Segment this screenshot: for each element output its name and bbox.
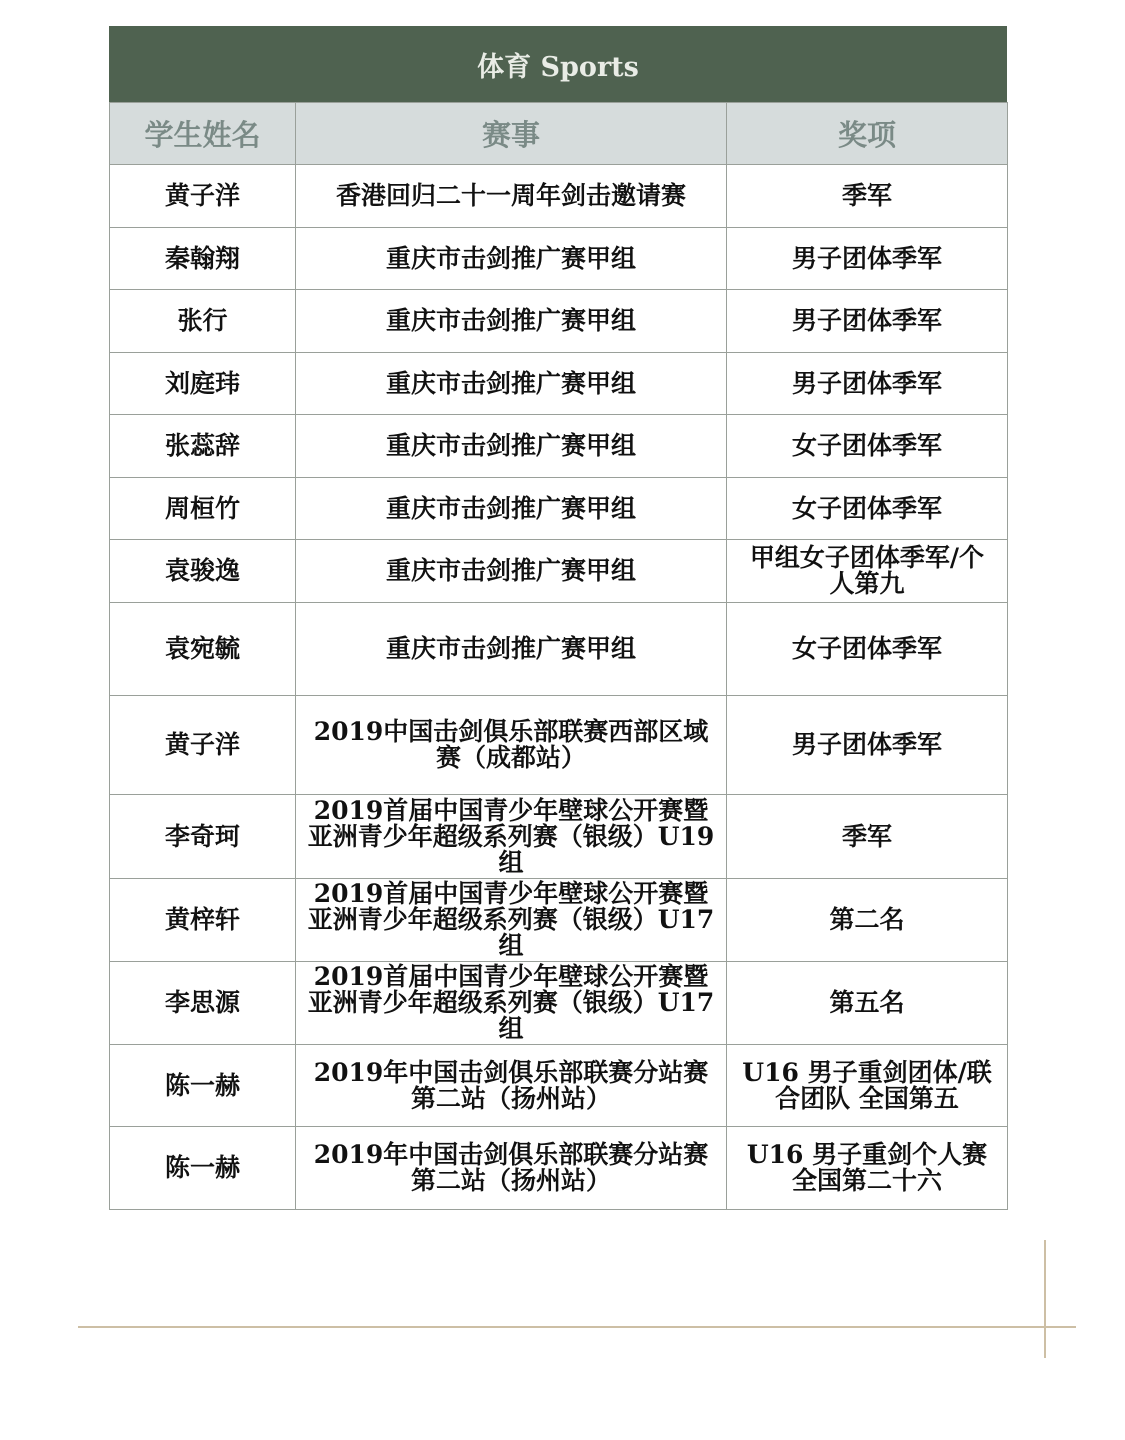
event-name: 2019首届中国青少年壁球公开赛暨亚洲青少年超级系列赛（银级）U19组 <box>296 795 727 879</box>
student-name: 黄梓轩 <box>110 879 296 962</box>
student-name: 李思源 <box>110 962 296 1045</box>
award: 男子团体季军 <box>727 696 1008 795</box>
event-name: 重庆市击剑推广赛甲组 <box>296 415 727 478</box>
student-name: 秦翰翔 <box>110 228 296 290</box>
table-row <box>110 603 1008 696</box>
event-name: 2019年中国击剑俱乐部联赛分站赛第二站（扬州站） <box>296 1127 727 1210</box>
event-name: 2019中国击剑俱乐部联赛西部区域赛（成都站） <box>296 696 727 795</box>
award: 女子团体季军 <box>727 478 1008 540</box>
column-header-student-name: 学生姓名 <box>110 103 296 165</box>
student-name: 周桓竹 <box>110 478 296 540</box>
student-name: 陈一赫 <box>110 1045 296 1127</box>
event-name: 香港回归二十一周年剑击邀请赛 <box>296 165 727 228</box>
award: U16 男子重剑个人赛全国第二十六 <box>727 1127 1008 1210</box>
event-name: 重庆市击剑推广赛甲组 <box>296 353 727 415</box>
event-name: 重庆市击剑推广赛甲组 <box>296 478 727 540</box>
table-row <box>110 962 1008 1045</box>
table-row <box>110 228 1008 290</box>
table-row <box>110 165 1008 228</box>
event-name: 重庆市击剑推广赛甲组 <box>296 540 727 603</box>
table-row <box>110 478 1008 540</box>
student-name: 陈一赫 <box>110 1127 296 1210</box>
award: 女子团体季军 <box>727 603 1008 696</box>
table-row <box>110 1045 1008 1127</box>
table-row <box>110 415 1008 478</box>
event-name: 重庆市击剑推广赛甲组 <box>296 228 727 290</box>
student-name: 袁骏逸 <box>110 540 296 603</box>
student-name: 黄子洋 <box>110 165 296 228</box>
student-name: 张蕊辞 <box>110 415 296 478</box>
award: 女子团体季军 <box>727 415 1008 478</box>
column-header-award: 奖项 <box>727 103 1008 165</box>
award: U16 男子重剑团体/联合团队 全国第五 <box>727 1045 1008 1127</box>
event-name: 重庆市击剑推广赛甲组 <box>296 603 727 696</box>
table-row <box>110 540 1008 603</box>
awards-table <box>109 102 1008 1210</box>
event-name: 2019首届中国青少年壁球公开赛暨亚洲青少年超级系列赛（银级）U17组 <box>296 962 727 1045</box>
student-name: 黄子洋 <box>110 696 296 795</box>
award: 季军 <box>727 165 1008 228</box>
table-row <box>110 290 1008 353</box>
award: 季军 <box>727 795 1008 879</box>
sports-awards-sheet <box>109 26 1007 1210</box>
table-row <box>110 795 1008 879</box>
award: 第五名 <box>727 962 1008 1045</box>
event-name: 2019年中国击剑俱乐部联赛分站赛第二站（扬州站） <box>296 1045 727 1127</box>
award: 第二名 <box>727 879 1008 962</box>
table-row <box>110 696 1008 795</box>
award: 男子团体季军 <box>727 228 1008 290</box>
footer-vertical-rule <box>1044 1240 1046 1358</box>
header-row <box>110 103 1008 165</box>
table-title: 体育 Sports <box>109 26 1007 102</box>
table-row <box>110 1127 1008 1210</box>
award: 男子团体季军 <box>727 353 1008 415</box>
table-row <box>110 879 1008 962</box>
column-header-event: 赛事 <box>296 103 727 165</box>
table-row <box>110 353 1008 415</box>
award: 甲组女子团体季军/个人第九 <box>727 540 1008 603</box>
student-name: 张行 <box>110 290 296 353</box>
student-name: 刘庭玮 <box>110 353 296 415</box>
student-name: 袁宛毓 <box>110 603 296 696</box>
award: 男子团体季军 <box>727 290 1008 353</box>
footer-horizontal-rule <box>78 1326 1076 1328</box>
event-name: 重庆市击剑推广赛甲组 <box>296 290 727 353</box>
event-name: 2019首届中国青少年壁球公开赛暨亚洲青少年超级系列赛（银级）U17组 <box>296 879 727 962</box>
student-name: 李奇珂 <box>110 795 296 879</box>
